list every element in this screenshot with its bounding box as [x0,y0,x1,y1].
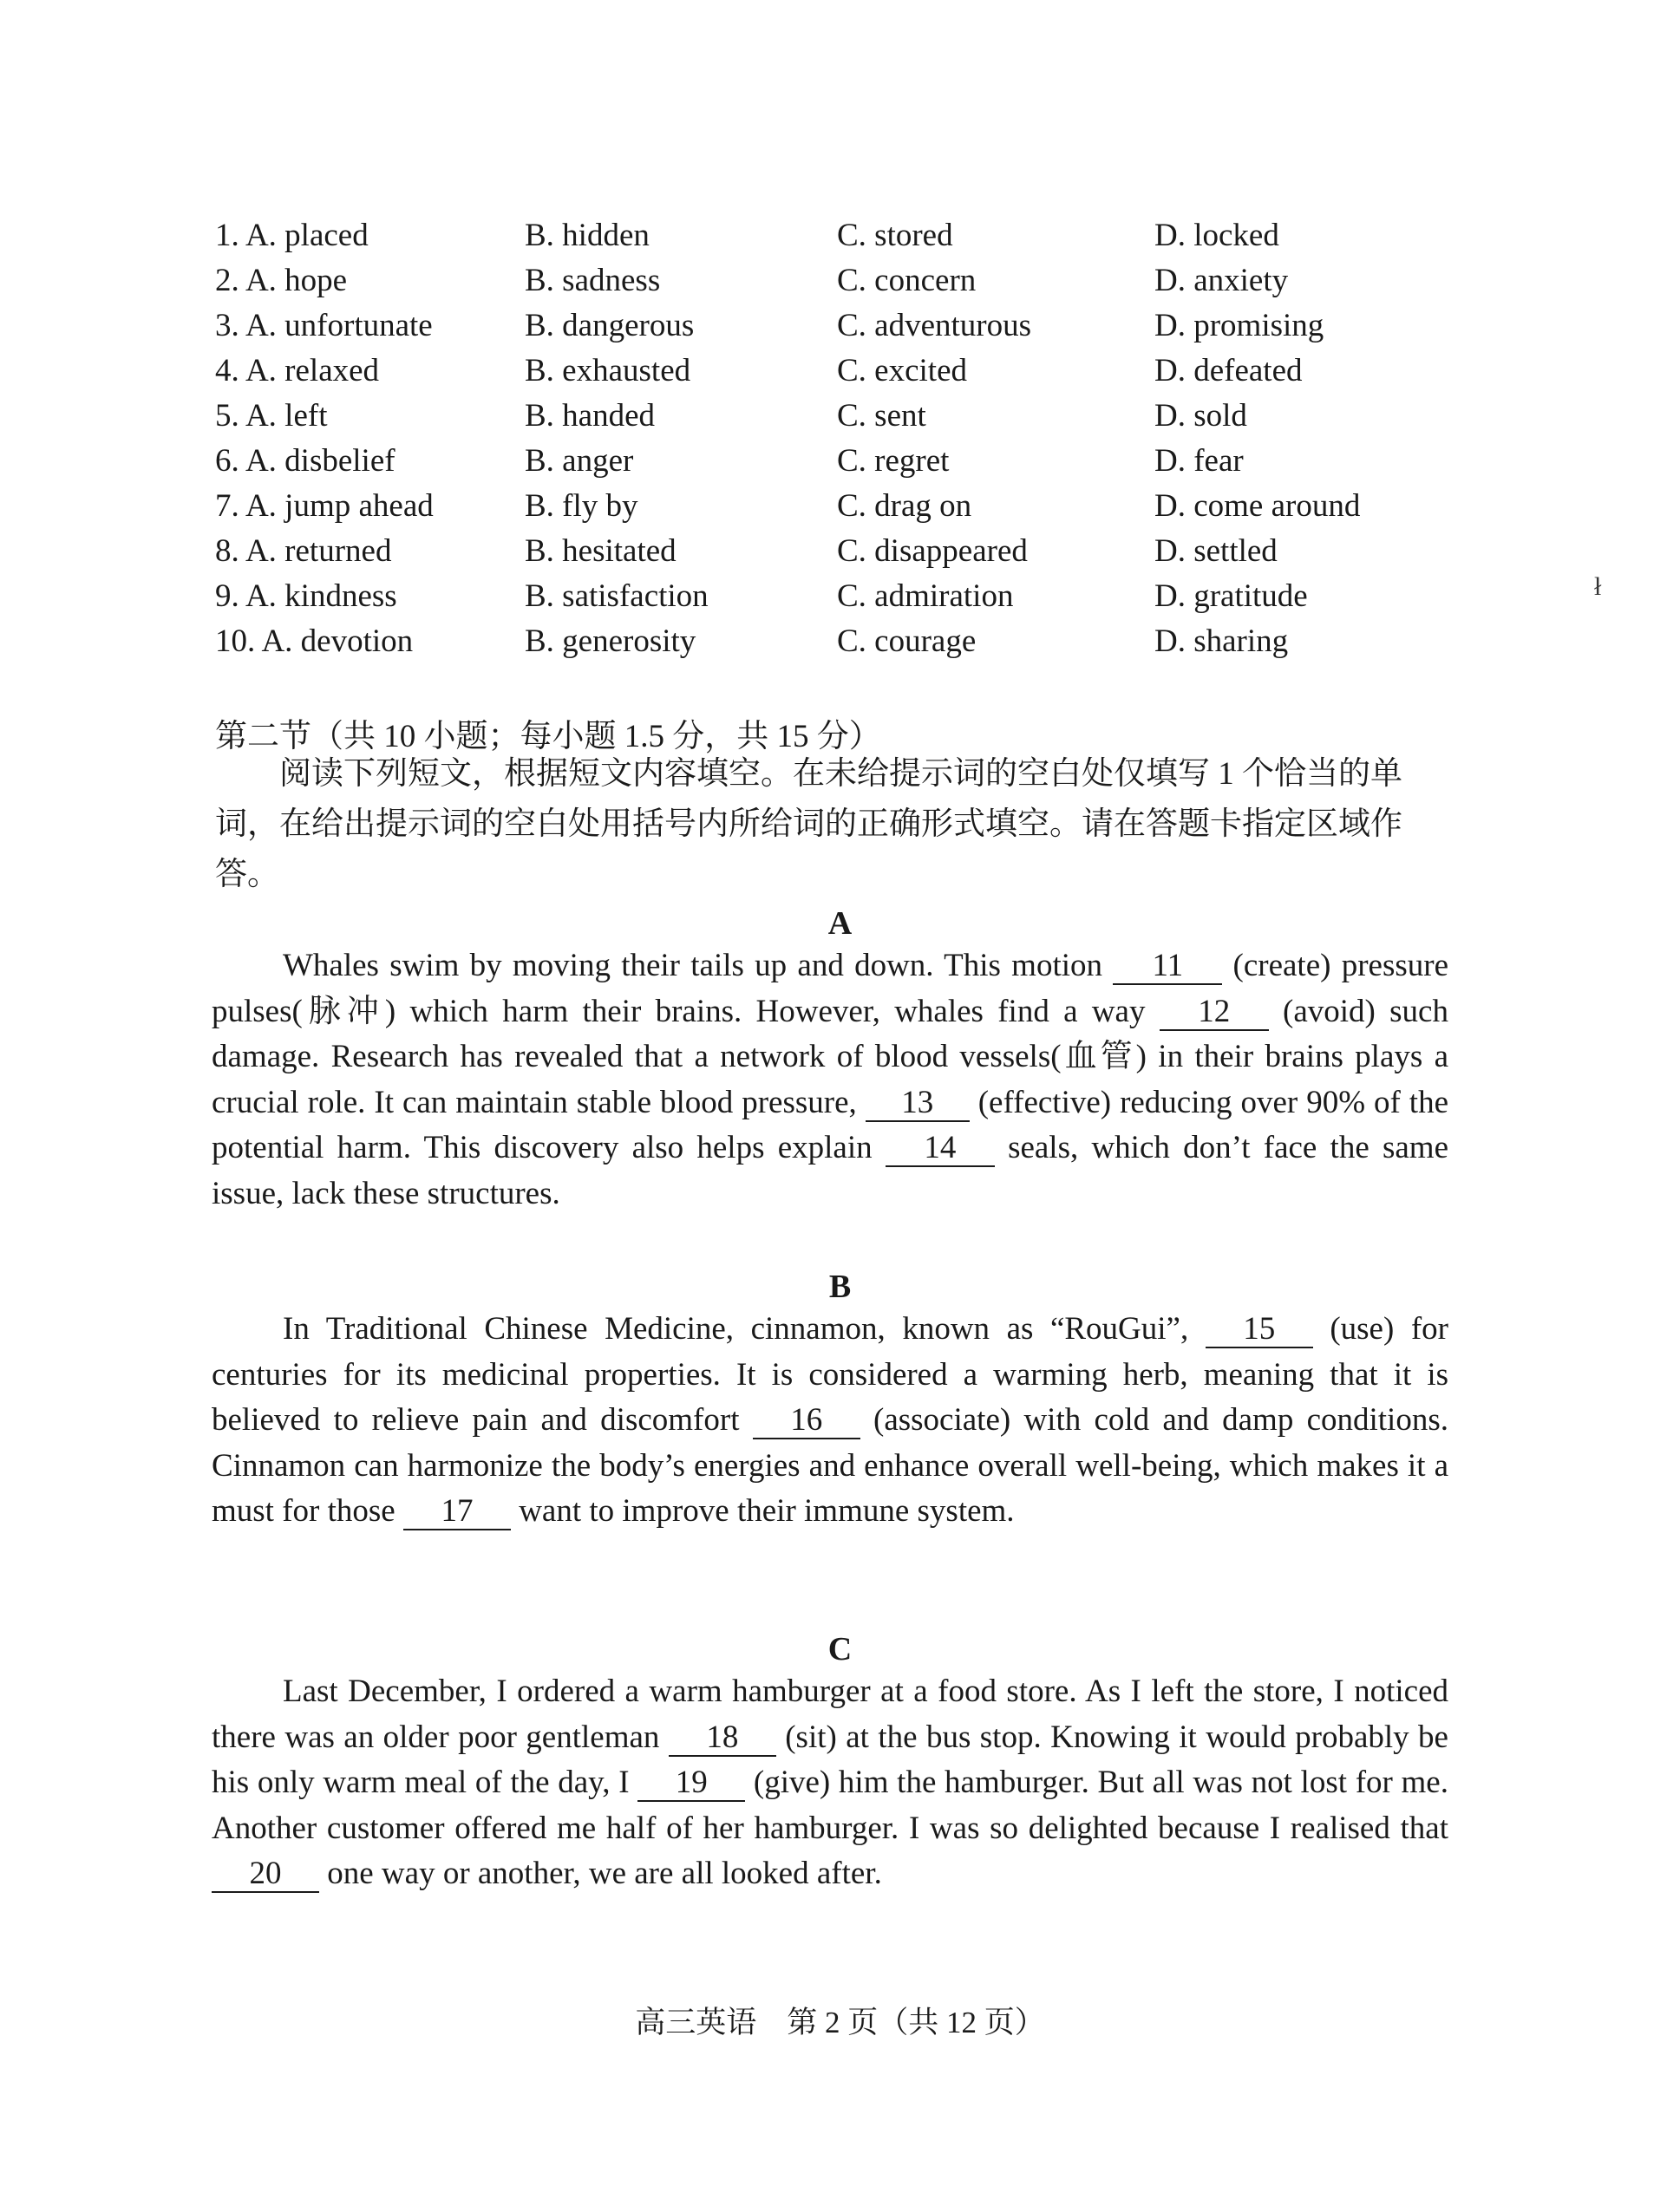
section-heading: 第二节（共 10 小题；每小题 1.5 分，共 15 分） [215,719,881,754]
option-c: C. concern [837,263,977,298]
passage-b [212,1307,1448,1535]
option-a: 5. A. left [215,398,328,434]
hint-18: (sit) [775,1719,837,1755]
option-row [215,623,1429,668]
option-a: 2. A. hope [215,263,348,298]
option-b: B. hesitated [525,533,677,569]
passage-a [212,943,1448,1217]
hint-12: (avoid) [1268,993,1376,1029]
option-b: B. dangerous [525,308,695,343]
option-row [215,487,1429,532]
passage-text: one way or another, we are all looked after. [319,1856,882,1891]
option-b: B. generosity [525,623,696,659]
page-footer: 高三英语 第 2 页（共 12 页） [635,2006,1045,2039]
blank-20[interactable]: 20 [212,1856,319,1893]
option-c: C. admiration [837,578,1014,614]
margin-mark: ł [1594,572,1602,601]
option-b: B. satisfaction [525,578,709,614]
option-b: B. exhausted [525,353,691,388]
option-row [215,217,1429,262]
blank-15[interactable]: 15 [1206,1312,1313,1348]
passage-text: Last December, I ordered a warm hamburger at a food store. As I left the store, I noticed there was an older poor gentleman [212,1674,1448,1755]
passage-c [212,1669,1448,1897]
option-b: B. handed [525,398,656,434]
option-d: D. settled [1154,533,1278,569]
option-d: D. defeated [1154,353,1303,388]
option-row [215,442,1429,487]
option-d: D. locked [1154,218,1279,253]
hint-11: (create) [1222,948,1331,983]
blank-12[interactable]: 12 [1160,995,1269,1031]
option-c: C. excited [837,353,968,388]
passage-text: seals, which don’t face the same issue, lack these structures. [212,1130,1448,1211]
option-a: 3. A. unfortunate [215,308,433,343]
option-c: C. adventurous [837,308,1032,343]
option-c: C. drag on [837,488,972,524]
passage-text: pressure pulses(脉冲) which harm their brains. However, whales find a way [212,948,1448,1029]
option-c: C. courage [837,623,977,659]
passage-text: at the bus stop. Knowing it would probably be his only warm meal of the day, I [212,1719,1448,1800]
option-row [215,262,1429,307]
option-d: D. come around [1154,488,1361,524]
hint-15: (use) [1312,1311,1395,1347]
option-c: C. stored [837,218,953,253]
option-a: 6. A. disbelief [215,443,395,479]
option-b: B. hidden [525,218,650,253]
option-b: B. anger [525,443,634,479]
hint-19: (give) [745,1765,831,1800]
section-instructions: 阅读下列短文，根据短文内容填空。在未给提示词的空白处仅填写 1 个恰当的单词，在给出提示词的空白处用括号内所给词的正确形式填空。请在答题卡指定区域作答。 [215,756,1402,892]
blank-13[interactable]: 13 [866,1086,970,1122]
option-row [215,532,1429,577]
option-d: D. promising [1154,308,1324,343]
option-a: 10. A. devotion [215,623,414,659]
passage-text: want to improve their immune system. [510,1493,1015,1529]
passage-b-title: B [828,1269,852,1305]
blank-18[interactable]: 18 [669,1720,776,1757]
option-b: B. fly by [525,488,638,524]
blank-19[interactable]: 19 [637,1765,745,1802]
blank-11[interactable]: 11 [1113,949,1222,985]
passage-a-title: A [827,905,853,942]
blank-17[interactable]: 17 [403,1494,511,1530]
passage-text: In Traditional Chinese Medicine, cinnamon, known as “RouGui”, [283,1311,1206,1347]
option-a: 9. A. kindness [215,578,397,614]
hint-16: (associate) with cold and [860,1402,1209,1438]
option-c: C. regret [837,443,950,479]
option-row [215,577,1429,623]
option-d: D. gratitude [1154,578,1308,614]
passage-text: for centuries for its medicinal properties. It is considered a warming herb, meaning that it is believed to relieve pain and discomfort [212,1311,1448,1438]
option-d: D. fear [1154,443,1244,479]
option-d: D. anxiety [1154,263,1289,298]
hint-13: (effective) [969,1084,1112,1120]
option-d: D. sold [1154,398,1247,434]
option-c: C. disappeared [837,533,1028,569]
option-row [215,307,1429,352]
passage-text: reducing over 90% of the potential harm. This discovery also helps explain [212,1084,1448,1165]
passage-c-title: C [827,1631,853,1667]
option-c: C. sent [837,398,926,434]
option-b: B. sadness [525,263,661,298]
option-a: 7. A. jump ahead [215,488,434,524]
option-a: 4. A. relaxed [215,353,380,388]
option-d: D. sharing [1154,623,1289,659]
option-a: 1. A. placed [215,218,369,253]
passage-text: him the hamburger. But all was not lost for me. Another customer offered me half of her hamburger. I was so delighted because I realised that [212,1765,1448,1846]
blank-14[interactable]: 14 [886,1131,995,1167]
option-row [215,397,1429,442]
option-a: 8. A. returned [215,533,392,569]
passage-text: such damage. Research has revealed that a network of blood vessels(血管) in their brains plays a crucial role. It can maintain stable blood pressure, [212,993,1448,1120]
option-row [215,352,1429,397]
passage-text: damp conditions. Cinnamon can harmonize the body’s energies and enhance overall well-being, which makes it a must for those [212,1402,1448,1529]
passage-text: Whales swim by moving their tails up and down. This motion [283,948,1114,983]
blank-16[interactable]: 16 [753,1403,860,1439]
